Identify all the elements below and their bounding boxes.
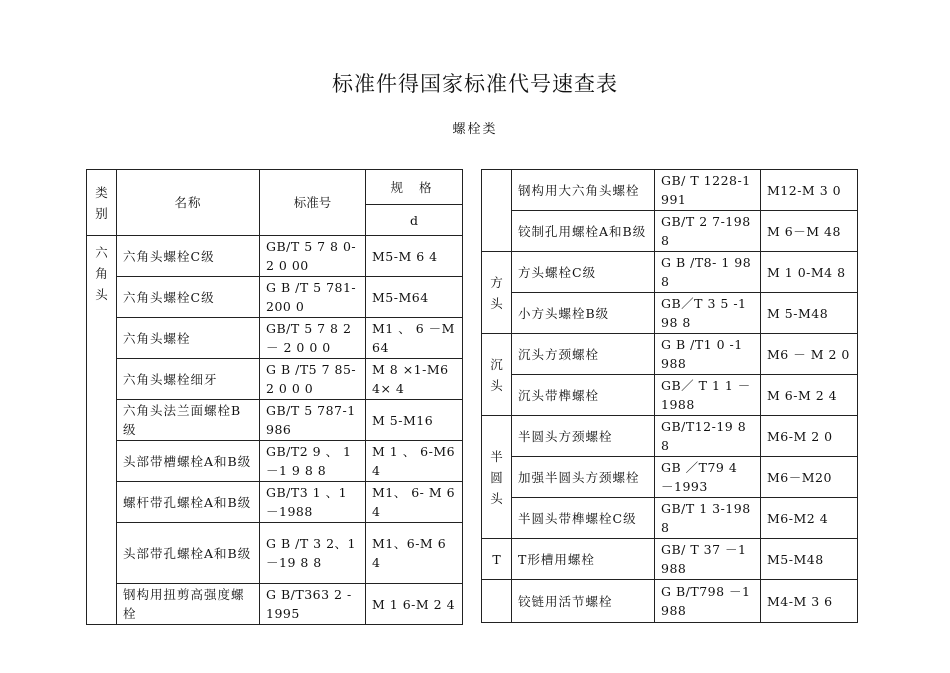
name-cell: T形槽用螺栓	[512, 539, 655, 580]
standard-cell: G B /T1 0 -1 988	[655, 334, 761, 375]
header-name: 名称	[117, 170, 260, 236]
spec-cell: M 6-M 2 4	[761, 375, 858, 416]
spec-cell: M1 、 6 －M64	[366, 318, 463, 359]
table-row	[87, 441, 463, 482]
standard-cell: GB/T2 9 、 1－1 9 8 8	[260, 441, 366, 482]
standard-cell: GB/T 5 7 8 2－ 2 0 0 0	[260, 318, 366, 359]
name-cell: 沉头带榫螺栓	[512, 375, 655, 416]
standard-cell: GB ／T79 4 －1993	[655, 457, 761, 498]
spec-cell: M 5-M16	[366, 400, 463, 441]
spec-cell: M1、 6- M 64	[366, 482, 463, 523]
left-standards-table	[86, 169, 463, 625]
table-row	[87, 318, 463, 359]
header-category	[87, 170, 117, 236]
name-cell: 铰制孔用螺栓A和B级	[512, 211, 655, 252]
category-cell: 沉 头	[482, 334, 512, 416]
name-cell: 六角头螺栓	[117, 318, 260, 359]
table-row	[87, 584, 463, 625]
name-cell: 六角头螺栓C级	[117, 277, 260, 318]
standard-cell: G B/T363 2 -1995	[260, 584, 366, 625]
spec-cell: M12-M 3 0	[761, 170, 858, 211]
category-cell: 六 角 头	[87, 236, 117, 625]
table-row	[482, 170, 858, 211]
table-row	[87, 482, 463, 523]
spec-cell: M6-M 2 0	[761, 416, 858, 457]
spec-cell: M 1 、 6-M64	[366, 441, 463, 482]
table-row	[482, 498, 858, 539]
standard-cell: GB/T12-19 8 8	[655, 416, 761, 457]
standard-cell: GB/T 5 787-1 986	[260, 400, 366, 441]
standard-cell: GB/T 5 7 8 0-2 0 00	[260, 236, 366, 277]
spec-cell: M 5-M48	[761, 293, 858, 334]
name-cell: 螺杆带孔螺栓A和B级	[117, 482, 260, 523]
name-cell: 钢构用扭剪高强度螺栓	[117, 584, 260, 625]
table-row	[482, 211, 858, 252]
standard-cell: GB／T 3 5 -198 8	[655, 293, 761, 334]
standard-cell: GB／ T 1 1 －1988	[655, 375, 761, 416]
right-table-body	[482, 170, 858, 623]
header-standard: 标准号	[260, 170, 366, 236]
table-row	[87, 359, 463, 400]
header-spec: 规 格	[366, 170, 463, 205]
spec-cell: M5-M64	[366, 277, 463, 318]
standard-cell: G B/T798 －1988	[655, 580, 761, 623]
header-category-label: 类 别	[95, 184, 108, 221]
table-row	[482, 457, 858, 498]
spec-cell: M6-M2 4	[761, 498, 858, 539]
name-cell: 六角头法兰面螺栓B级	[117, 400, 260, 441]
name-cell: 六角头螺栓C级	[117, 236, 260, 277]
category-cell	[482, 170, 512, 252]
spec-cell: M 1 0-M4 8	[761, 252, 858, 293]
standard-cell: G B /T8- 1 988	[655, 252, 761, 293]
standard-cell: GB/T 1 3-1988	[655, 498, 761, 539]
category-cell: 方 头	[482, 252, 512, 334]
table-row	[482, 375, 858, 416]
table-row	[482, 334, 858, 375]
spec-cell: M6 － M 2 0	[761, 334, 858, 375]
spec-cell: M1、6-M 6 4	[366, 523, 463, 584]
standard-cell: GB/ T 1228-1991	[655, 170, 761, 211]
name-cell: 半圆头带榫螺栓C级	[512, 498, 655, 539]
name-cell: 铰链用活节螺栓	[512, 580, 655, 623]
spec-cell: M4-M 3 6	[761, 580, 858, 623]
name-cell: 头部带槽螺栓A和B级	[117, 441, 260, 482]
name-cell: 沉头方颈螺栓	[512, 334, 655, 375]
table-row	[482, 293, 858, 334]
standard-cell: GB/ T 37 －1988	[655, 539, 761, 580]
category-cell: T	[482, 539, 512, 580]
table-row	[482, 580, 858, 623]
name-cell: 钢构用大六角头螺栓	[512, 170, 655, 211]
standard-cell: G B /T5 7 85-2 0 0 0	[260, 359, 366, 400]
page-title: 标准件得国家标准代号速查表	[332, 72, 618, 96]
spec-cell: M6－M20	[761, 457, 858, 498]
name-cell: 六角头螺栓细牙	[117, 359, 260, 400]
spec-cell: M 6－M 48	[761, 211, 858, 252]
table-row	[482, 539, 858, 580]
spec-cell: M5-M 6 4	[366, 236, 463, 277]
table-row	[482, 252, 858, 293]
page-subtitle: 螺栓类	[452, 122, 498, 137]
name-cell: 小方头螺栓B级	[512, 293, 655, 334]
spec-cell: M 8 ×1-M64× 4	[366, 359, 463, 400]
name-cell: 头部带孔螺栓A和B级	[117, 523, 260, 584]
table-row	[87, 277, 463, 318]
standard-cell: G B /T 5 781-200 0	[260, 277, 366, 318]
table-row	[482, 416, 858, 457]
category-cell: 半 圆 头	[482, 416, 512, 539]
category-cell	[482, 580, 512, 623]
name-cell: 方头螺栓C级	[512, 252, 655, 293]
spec-cell: M 1 6-M 2 4	[366, 584, 463, 625]
name-cell: 半圆头方颈螺栓	[512, 416, 655, 457]
standard-cell: G B /T 3 2、1－19 8 8	[260, 523, 366, 584]
table-row	[87, 400, 463, 441]
left-table-body	[87, 236, 463, 625]
header-spec-sub: d	[366, 205, 463, 236]
standard-cell: GB/T 2 7-198 8	[655, 211, 761, 252]
spec-cell: M5-M48	[761, 539, 858, 580]
right-standards-table	[481, 169, 858, 623]
table-row	[87, 523, 463, 584]
standard-cell: GB/T3 1 、1 －1988	[260, 482, 366, 523]
table-row	[87, 236, 463, 277]
name-cell: 加强半圆头方颈螺栓	[512, 457, 655, 498]
